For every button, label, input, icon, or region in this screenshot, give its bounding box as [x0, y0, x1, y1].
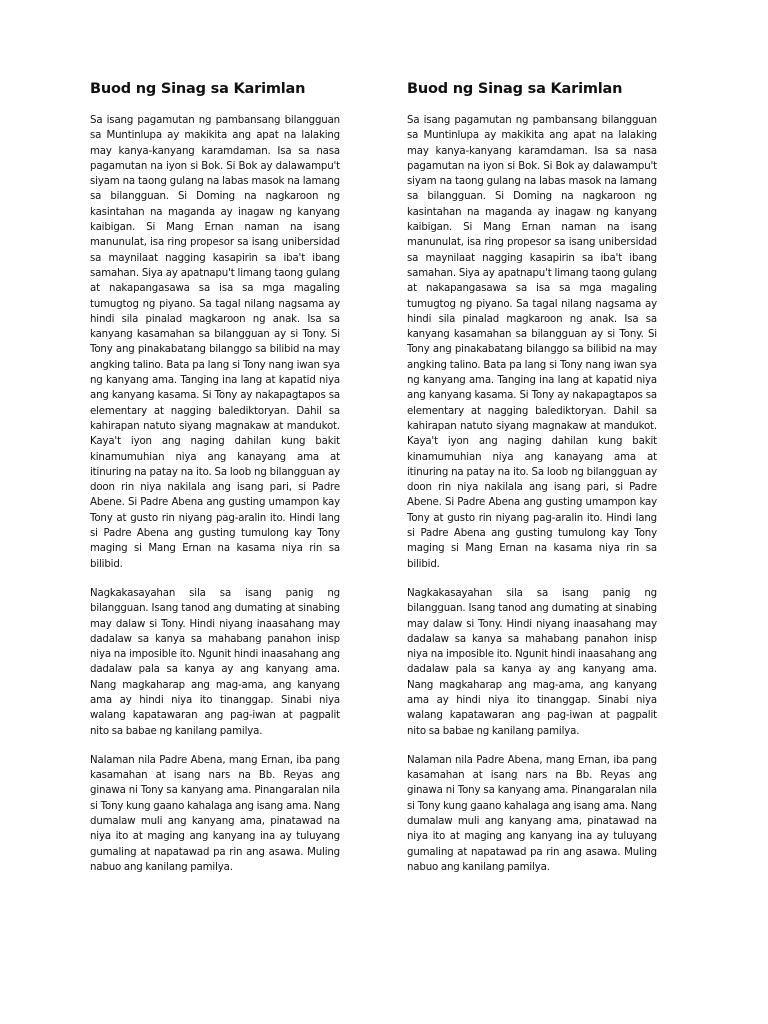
summary-paragraph-1: Sa isang pagamutan ng pambansang bilangguan sa Muntinlupa ay makikita ang apat na lalaking may kanya-kanyang karamdaman. Isa sa nasa pagamutan na iyon si Bok. Si Bok ay dalawampu't siyam na taong gulang na labas masok na lamang sa bilangguan. Si Doming na nagkaroon ng kasintahan na maganda ay inagaw ng kanyang kaibigan. Si Mang Ernan naman na isang manunulat, isa ring propesor sa isang unibersidad sa maynilaat nagging kasapirin sa iba't ibang samahan. Siya ay apatnapu't limang taong gulang at nakapangasawa sa isa sa mga magaling tumugtog ng piyano. Sa tagal nilang nagsama ay hindi sila pinalad magkaroon ng anak. Isa sa kanyang kasamahan sa bilangguan ay si Tony. Si Tony ang pinakabatang bilanggo sa bilibid na may angking talino. Bata pa lang si Tony nang iwan sya ng kanyang ama. Tanging ina lang at kapatid niya ang kanyang kasama. Si Tony ay nakapagtapos sa elementary at nagging balediktoryan. Dahil sa kahirapan natuto siyang magnakaw at mandukot. Kaya't iyon ang naging dahilan kung bakit kinamumuhian niya ang kanayang ama at itinuring na patay na ito. Sa loob ng bilangguan ay doon rin niya nakilala ang isang pari, si Padre Abene. Si Padre Abena ang gusting umampon kay Tony at gusto rin niyang pag-aralin ito. Hindi lang si Padre Abena ang gusting tumulong kay Tony maging si Mang Ernan na kasama niya rin sa bilibid.: [407, 115, 657, 570]
summary-title: Buod ng Sinag sa Karimlan: [407, 81, 623, 97]
summary-paragraph-3: Nalaman nila Padre Abena, mang Ernan, iba pang kasamahan at isang nars na Bb. Reyas ang ginawa ni Tony sa kanyang ama. Pinangaralan nila si Tony kung gaano kahalaga ang isang ama. Nang dumalaw muli ang kanyang ama, pinatawad na niya ito at maging ang kanyang ina ay tuluyang gumaling at napatawad pa rin ang asawa. Muling nabuo ang kanilang pamilya.: [90, 754, 340, 873]
summary-paragraph-1: Sa isang pagamutan ng pambansang bilangguan sa Muntinlupa ay makikita ang apat na lalaking may kanya-kanyang karamdaman. Isa sa nasa pagamutan na iyon si Bok. Si Bok ay dalawampu't siyam na taong gulang na labas masok na lamang sa bilangguan. Si Doming na nagkaroon ng kasintahan na maganda ay inagaw ng kanyang kaibigan. Si Mang Ernan naman na isang manunulat, isa ring propesor sa isang unibersidad sa maynilaat nagging kasapirin sa iba't ibang samahan. Siya ay apatnapu't limang taong gulang at nakapangasawa sa isa sa mga magaling tumugtog ng piyano. Sa tagal nilang nagsama ay hindi sila pinalad magkaroon ng anak. Isa sa kanyang kasamahan sa bilangguan ay si Tony. Si Tony ang pinakabatang bilanggo sa bilibid na may angking talino. Bata pa lang si Tony nang iwan sya ng kanyang ama. Tanging ina lang at kapatid niya ang kanyang kasama. Si Tony ay nakapagtapos sa elementary at nagging balediktoryan. Dahil sa kahirapan natuto siyang magnakaw at mandukot. Kaya't iyon ang naging dahilan kung bakit kinamumuhian niya ang kanayang ama at itinuring na patay na ito. Sa loob ng bilangguan ay doon rin niya nakilala ang isang pari, si Padre Abene. Si Padre Abena ang gusting umampon kay Tony at gusto rin niyang pag-aralin ito. Hindi lang si Padre Abena ang gusting tumulong kay Tony maging si Mang Ernan na kasama niya rin sa bilibid.: [90, 115, 340, 570]
summary-title: Buod ng Sinag sa Karimlan: [90, 81, 306, 97]
left-summary-column: [90, 80, 340, 889]
right-summary-column: [407, 80, 657, 889]
summary-paragraph-2: Nagkakasayahan sila sa isang panig ng bilangguan. Isang tanod ang dumating at sinabing may dalaw si Tony. Hindi niyang inaasahang may dadalaw sa kanya sa mahabang panahon inisp niya na imposible ito. Ngunit hindi inaasahang ang dadalaw pala sa kanya ay ang kanyang ama. Nang magkaharap ang mag-ama, ang kanyang ama ay hindi niya ito tinanggap. Sinabi niya walang kapatawaran ang pag-iwan at pagpalit nito sa babae ng kanilang pamilya.: [90, 587, 340, 737]
summary-paragraph-3: Nalaman nila Padre Abena, mang Ernan, iba pang kasamahan at isang nars na Bb. Reyas ang ginawa ni Tony sa kanyang ama. Pinangaralan nila si Tony kung gaano kahalaga ang isang ama. Nang dumalaw muli ang kanyang ama, pinatawad na niya ito at maging ang kanyang ina ay tuluyang gumaling at napatawad pa rin ang asawa. Muling nabuo ang kanilang pamilya.: [407, 754, 657, 873]
summary-paragraph-2: Nagkakasayahan sila sa isang panig ng bilangguan. Isang tanod ang dumating at sinabing may dalaw si Tony. Hindi niyang inaasahang may dadalaw sa kanya sa mahabang panahon inisp niya na imposible ito. Ngunit hindi inaasahang ang dadalaw pala sa kanya ay ang kanyang ama. Nang magkaharap ang mag-ama, ang kanyang ama ay hindi niya ito tinanggap. Sinabi niya walang kapatawaran ang pag-iwan at pagpalit nito sa babae ng kanilang pamilya.: [407, 587, 657, 737]
